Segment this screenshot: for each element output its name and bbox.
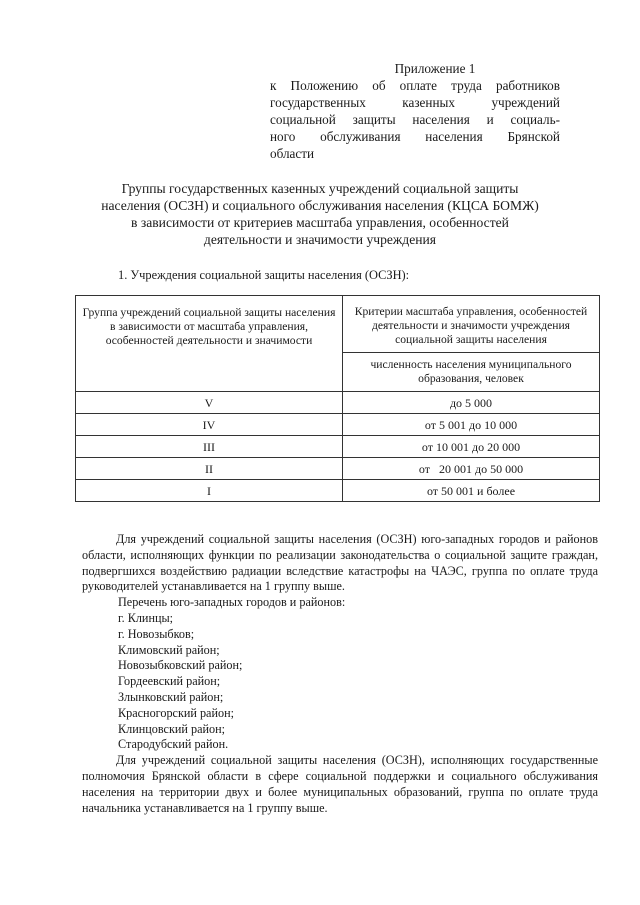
heading-line: в зависимости от критериев масштаба управления, особенностей: [131, 215, 509, 230]
table-row: [76, 480, 600, 502]
group-cell: IV: [76, 414, 343, 436]
appendix-line: социальной защиты населения и социаль-: [270, 112, 560, 127]
paragraph-radiation: Для учреждений социальной защиты населения (ОСЗН) юго-западных городов и районов области, исполняющих функции по реализации законодательства о социальной защите граждан, подвергшихся воздействию радиации вследствие катастрофы на ЧАЭС, группа по оплате труда руководителей устанавливается на 1 группу выше.: [82, 532, 598, 594]
group-cell: I: [76, 480, 343, 502]
table-row: [76, 414, 600, 436]
group-cell: V: [76, 392, 343, 414]
group-cell: III: [76, 436, 343, 458]
heading-line: Группы государственных казенных учреждений социальной защиты: [121, 181, 519, 196]
appendix-title: Приложение 1: [394, 61, 476, 76]
appendix-line: ного обслуживания населения Брянской: [270, 129, 560, 144]
list-item: Красногорский район;: [118, 705, 234, 720]
heading-line: населения (ОСЗН) и социального обслуживания населения (КЦСА БОМЖ): [101, 198, 539, 213]
list-item: Клинцовский район;: [118, 721, 226, 736]
list-item: Злынковский район;: [118, 689, 224, 704]
list-intro: Перечень юго-западных городов и районов:: [118, 595, 346, 610]
population-cell: от 50 001 и более: [343, 480, 600, 502]
section-title: 1. Учреждения социальной защиты населения (ОСЗН):: [118, 268, 410, 282]
document-heading: [80, 180, 560, 248]
population-cell: от 10 001 до 20 000: [343, 436, 600, 458]
header-criteria-cell: Критерии масштаба управления, особенностей деятельности и значимости учреждения социальной защиты населения: [343, 296, 600, 353]
table-row: [76, 436, 600, 458]
heading-line: деятельности и значимости учреждения: [203, 232, 437, 247]
groups-table: [75, 295, 600, 502]
table-row: [76, 458, 600, 480]
appendix-line: к Положению об оплате труда работников: [270, 78, 560, 93]
list-item: Новозыбковский район;: [118, 658, 243, 673]
group-cell: II: [76, 458, 343, 480]
appendix-line: государственных казенных учреждений: [270, 95, 560, 110]
table-row: [76, 392, 600, 414]
list-item: Гордеевский район;: [118, 674, 221, 689]
header-group-cell: Группа учреждений социальной защиты населения в зависимости от масштаба управления, особенностей деятельности и значимости: [76, 296, 343, 392]
list-item: Стародубский район.: [118, 737, 229, 752]
population-cell: от 20 001 до 50 000: [343, 458, 600, 480]
list-item: г. Клинцы;: [118, 610, 174, 625]
list-item: г. Новозыбков;: [118, 626, 195, 641]
header-population-cell: численность населения муниципального образования, человек: [343, 353, 600, 392]
appendix-line: области: [270, 146, 315, 161]
district-list: [82, 611, 598, 753]
body-text: [82, 532, 598, 816]
population-cell: от 5 001 до 10 000: [343, 414, 600, 436]
appendix-block: [270, 60, 560, 162]
paragraph-multi-municipal: Для учреждений социальной защиты населения (ОСЗН), исполняющих государственные полномочия Брянской области в сфере социальной поддержки и социального обслуживания населения на территории двух и более муниципальных образований, группа по оплате труда начальника устанавливается на 1 группу выше.: [82, 753, 598, 815]
population-cell: до 5 000: [343, 392, 600, 414]
list-item: Климовский район;: [118, 642, 220, 657]
